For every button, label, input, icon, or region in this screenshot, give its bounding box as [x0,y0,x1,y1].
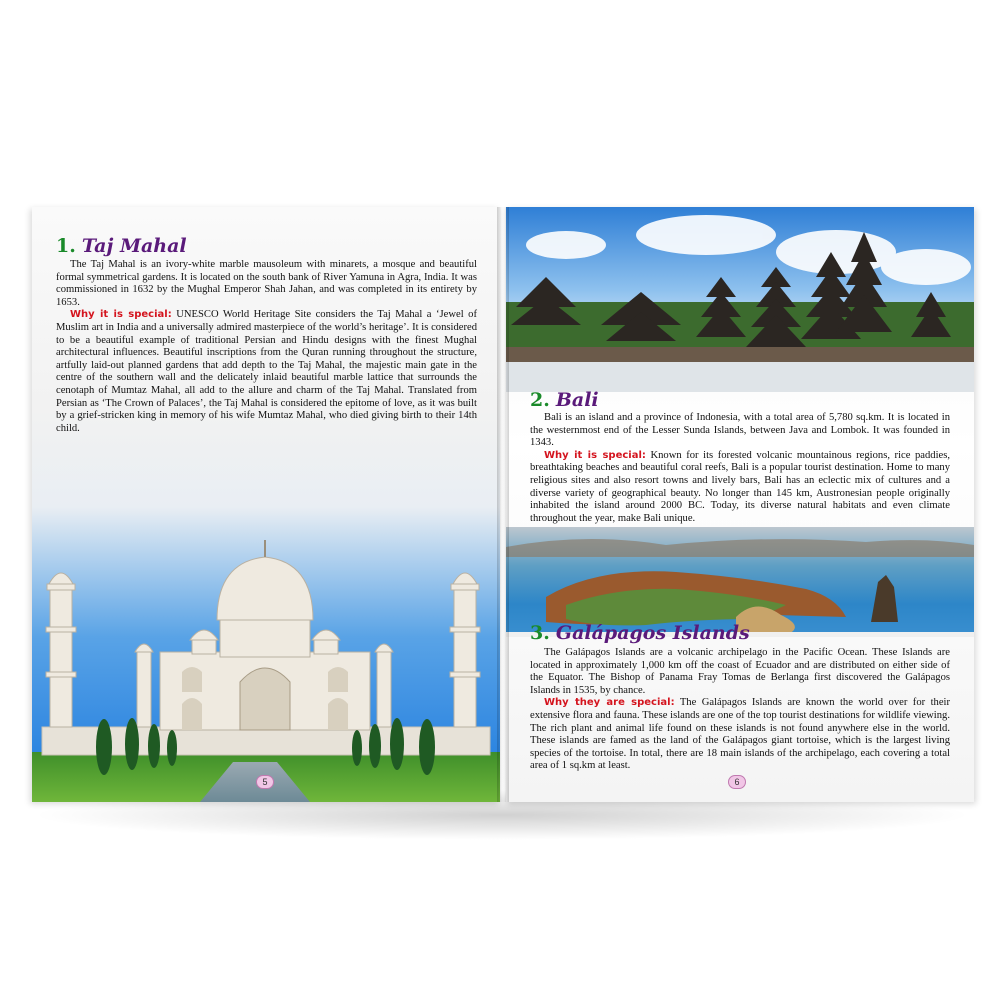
galapagos-photo [506,527,974,637]
heading-title: Taj Mahal [81,235,187,257]
special-text: The Galápagos Islands are known the world over for their extensive flora and fauna. These islands are one of the top tourist destinations for wildlife viewing. The rich plant and animal life found on these islands is not found anywhere else in the world. These islands are famed as the land of the Galápagos giant tortoise, which is the largest living species of the tortoise. In total, there are 18 main islands of the archipelago, each covering a total area of 1 sq.km at least. [530,697,950,772]
galapagos-intro: The Galápagos Islands are a volcanic archipelago in the Pacific Ocean. These Islands are located in approximately 1,000 km off the coast of Ecuador and are distributed on either side of the Equator. The Bishop of Panama Fray Tomas de Berlanga first discovered the Galápagos Islands in 1535, by chance. [530,647,950,696]
special-label: Why it is special: [544,449,646,461]
taj-mahal-special [56,309,477,435]
bali-body [530,412,950,525]
taj-mahal-heading [56,235,187,257]
bali-special [530,450,950,526]
taj-mahal-photo [32,532,500,802]
galapagos-body [530,647,950,773]
taj-mahal-intro: The Taj Mahal is an ivory-white marble mausoleum with minarets, a mosque and beautiful formal symmetrical gardens. It is located on the south bank of River Yamuna in Agra, India. It was commissioned in 1632 by the Mughal Emperor Shah Jahan, and was completed in its entirety by 1653. [56,259,477,308]
heading-number: 3. [530,622,550,644]
galapagos-special [530,697,950,773]
bali-temple-photo [506,207,974,392]
galapagos-heading [530,622,750,644]
book-spine [497,207,509,802]
special-text: Known for its forested volcanic mountainous regions, rice paddies, breathtaking beaches and beautiful coral reefs, Bali is a popular tourist destination. Home to many religious sites and also resort towns and lively bars, Bali has an eclectic mix of cultures and a diverse variety of geographical beauty. No longer than 145 km, Austronesian people originally inhabited the island around 2000 BC. Today, its diverse natural habitats and even climate throughout the year, make Bali unique. [530,449,951,524]
special-label: Why it is special: [70,309,172,321]
heading-number: 2. [530,389,550,411]
heading-number: 1. [56,235,76,257]
page-number-badge: 5 [256,775,274,789]
special-text: UNESCO World Heritage Site considers the Taj Mahal a ‘Jewel of Muslim art in India and a universally admired masterpiece of the world’s heritage’. It is considered to be a beautiful example of traditional Persian and Hindu designs with the finest Mughal architectural influences. Beautiful inscriptions from the Quran running throughout the structure, artfully laid-out planned gardens that add depth to the Taj Mahal, the majestic main gate in the centre of the southern wall and the delicately inlaid beautiful marble lattice that surrounds the cenotaph of Mumtaz Mahal, all add to the allure and charm of the Taj Mahal. Translated from Persian as ‘The Crown of Palaces’, the Taj Mahal is considered the epitome of love, as it was built by a grief-stricken king in memory of his wife Mumtaz Mahal, who died giving birth to their 14th child. [56,309,477,434]
right-page [506,207,974,802]
special-label: Why they are special: [544,697,675,709]
left-page [32,207,500,802]
heading-title: Bali [555,389,599,411]
page-number-badge: 6 [728,775,746,789]
heading-title: Galápagos Islands [555,622,750,644]
bali-heading [530,389,599,411]
bali-intro: Bali is an island and a province of Indonesia, with a total area of 5,780 sq.km. It is located in the westernmost end of the Lesser Sunda Islands, between Java and Lombok. It was founded in 1343. [530,412,950,449]
taj-mahal-body [56,259,477,435]
